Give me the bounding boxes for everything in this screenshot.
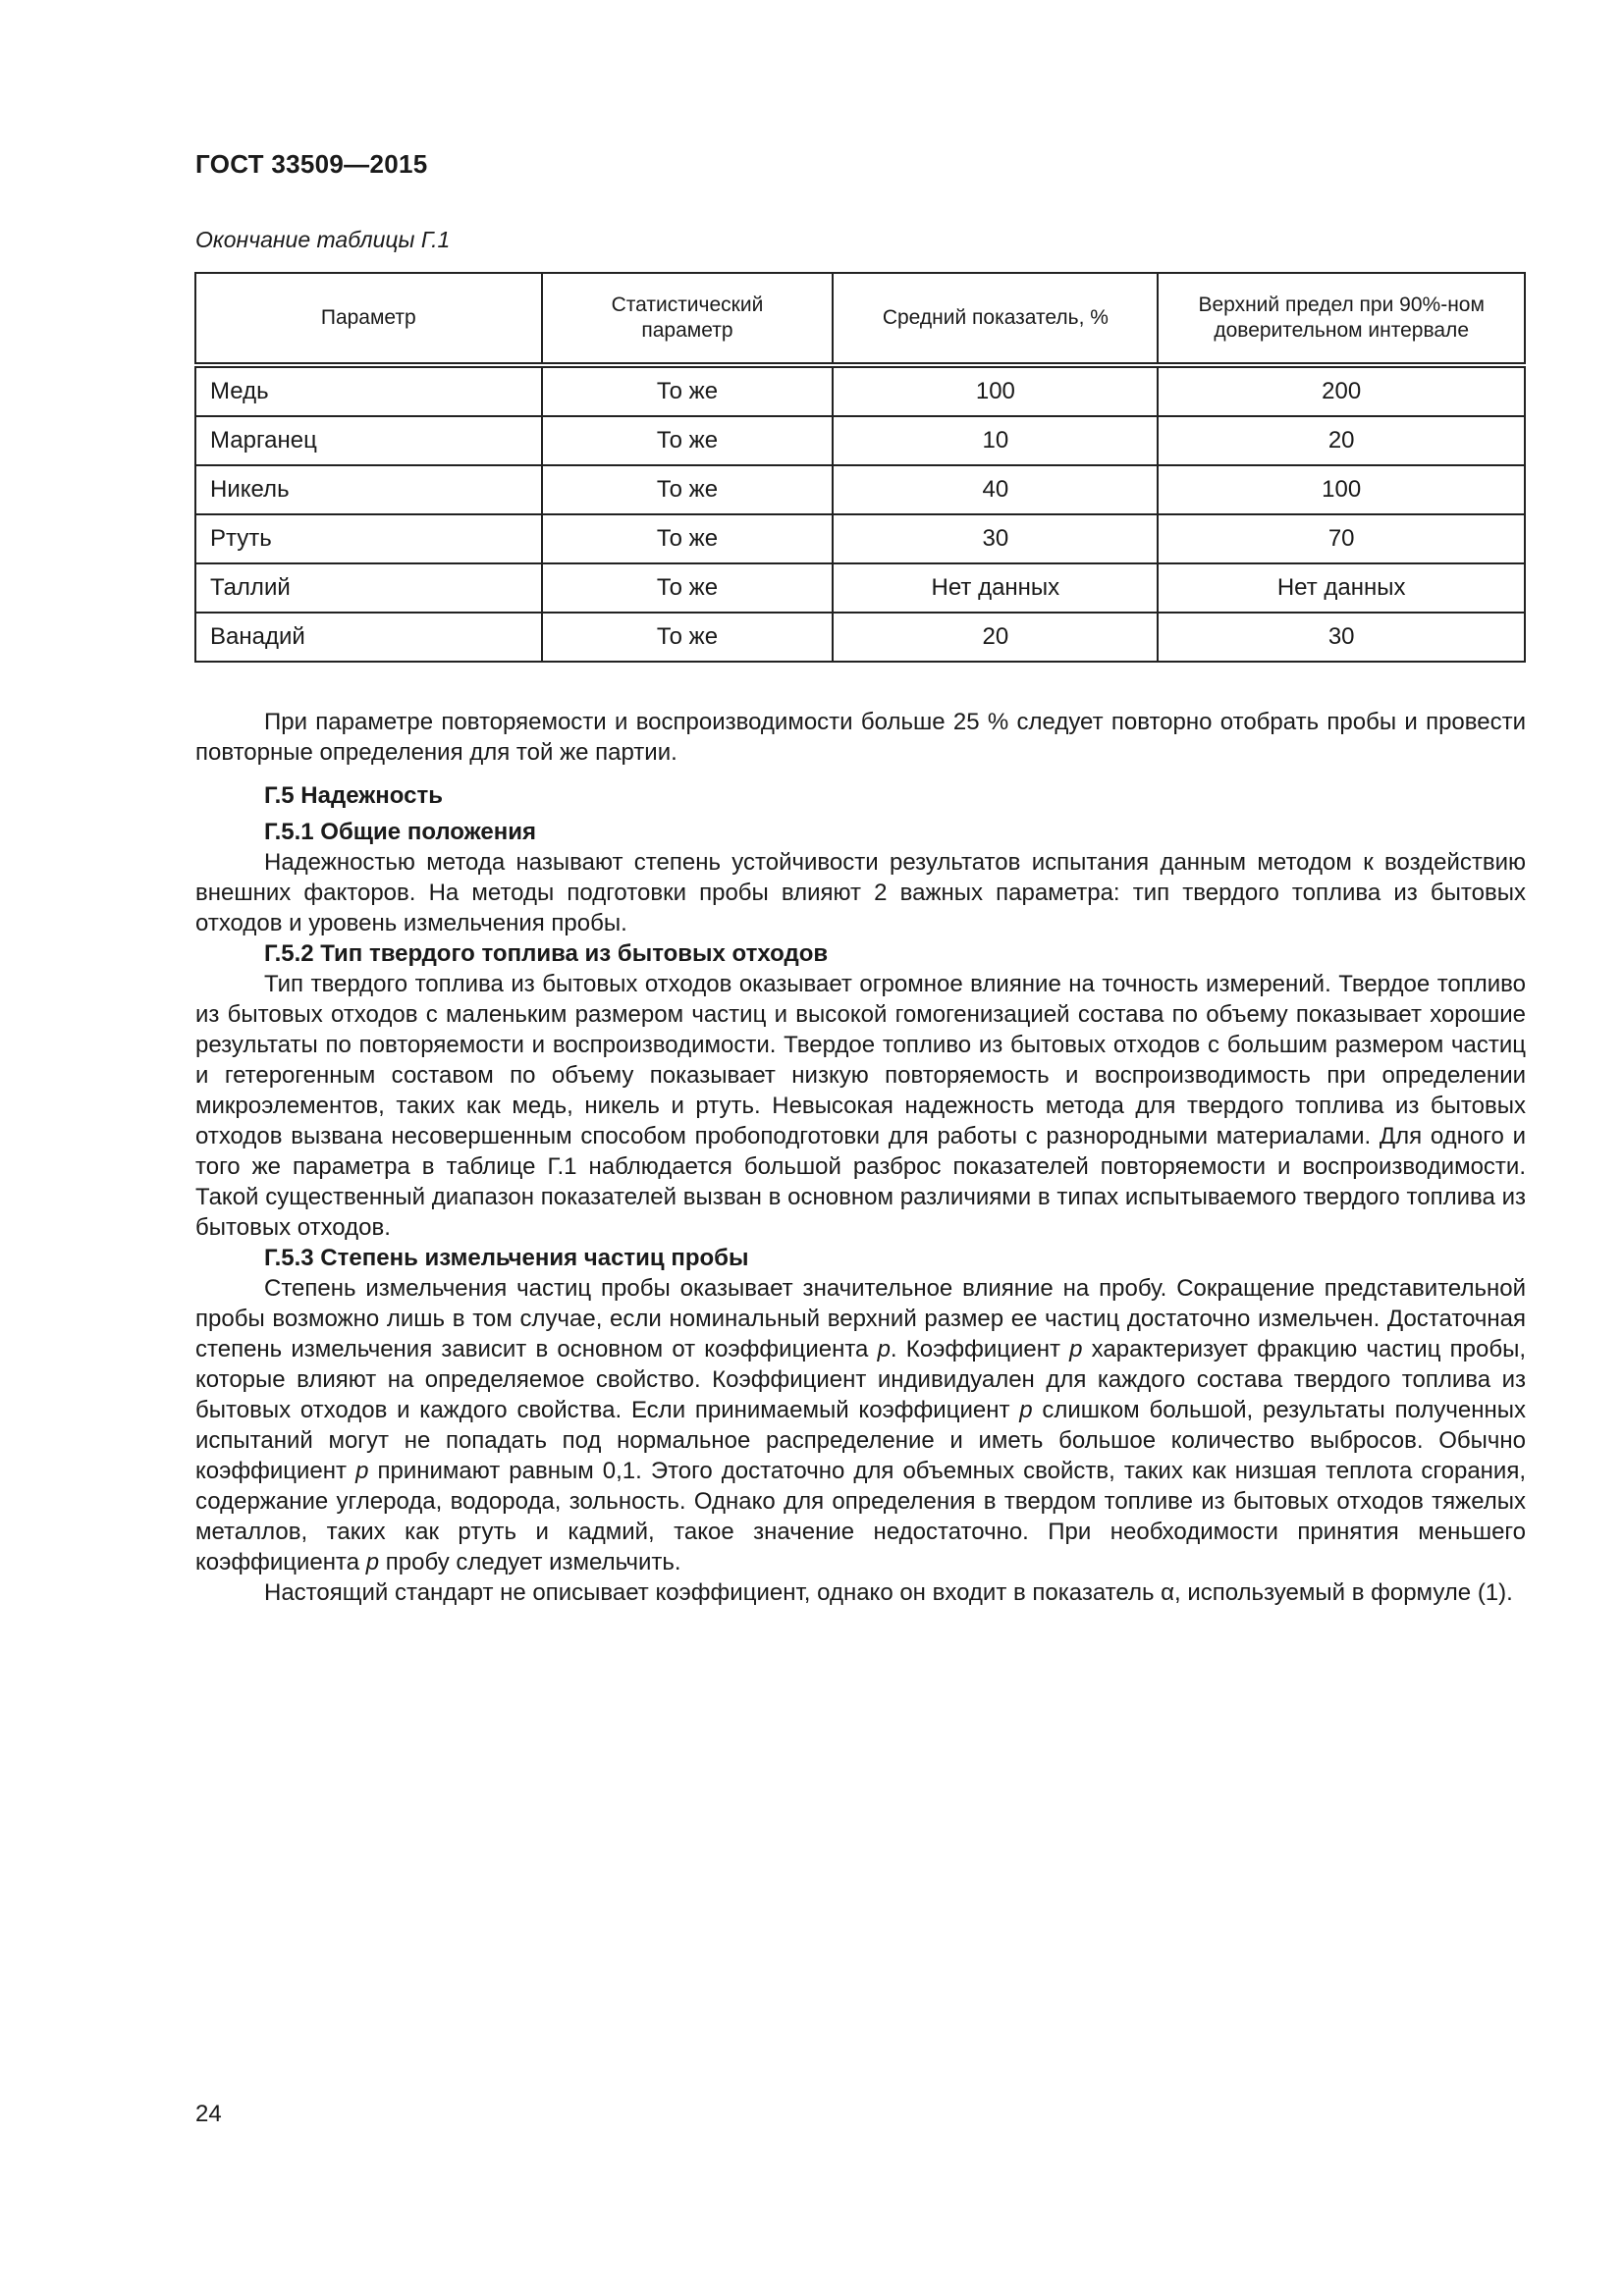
table-row <box>195 514 1525 563</box>
table-cell: 100 <box>1158 465 1525 514</box>
table-cell: Ртуть <box>195 514 542 563</box>
table-cell: 20 <box>833 613 1158 662</box>
table-cell: Нет данных <box>1158 563 1525 613</box>
document-id: ГОСТ 33509—2015 <box>195 149 428 179</box>
table-cell: 100 <box>833 365 1158 416</box>
table-cell: 30 <box>833 514 1158 563</box>
paragraph-g52: Тип твердого топлива из бытовых отходов оказывает огромное влияние на точность измерений. Твердое топливо из бытовых отходов с маленьким размером частиц и высокой гомогенизацией состава по объему показывает хорошие результаты по повторяемости и воспроизводимости. Твердое топливо из бытовых отходов с большим размером частиц и гетерогенным составом по объему показывает низкую повторяемость и воспроизводимость при определении микроэлементов, таких как медь, никель и ртуть. Невысокая надежность метода для твердого топлива из бытовых отходов вызвана несовершенным способом пробоподготовки для работы с разнородными материалами. Для одного и того же параметра в таблице Г.1 наблюдается большой разброс показателей повторяемости и воспроизводимости. Такой существенный диапазон показателей вызван в основном различиями в типах испытываемого твердого топлива из бытовых отходов. <box>195 971 1526 1241</box>
symbol-p: p <box>1069 1336 1083 1362</box>
section-heading-g51: Г.5.1 Общие положения <box>264 819 536 845</box>
table-cell: 20 <box>1158 416 1525 465</box>
symbol-p: p <box>365 1549 380 1575</box>
column-header <box>1158 273 1525 365</box>
table-cell: То же <box>542 465 834 514</box>
page-number: 24 <box>195 2101 222 2127</box>
paragraph-g53-part: характеризует фракцию частиц пробы, которые влияют на определяемое свойство. Коэффициент индивидуален для каждого состава твердого топлива из бытовых отходов и каждого свойства. Если принимаемый коэффициент <box>195 1336 1526 1423</box>
table-row <box>195 365 1525 416</box>
table-cell: 40 <box>833 465 1158 514</box>
symbol-p: p <box>1019 1397 1033 1423</box>
paragraph-g51: Надежностью метода называют степень устойчивости результатов испытания данным методом к воздействию внешних факторов. На методы подготовки пробы влияют 2 важных параметра: тип твердого топлива из бытовых отходов и уровень измельчения пробы. <box>195 849 1526 936</box>
table-cell: Ванадий <box>195 613 542 662</box>
table-cell: 30 <box>1158 613 1525 662</box>
table-cell: 10 <box>833 416 1158 465</box>
paragraph-g53-part: пробу следует измельчить. <box>379 1549 681 1575</box>
table-caption: Окончание таблицы Г.1 <box>195 227 451 252</box>
section-heading-g52: Г.5.2 Тип твердого топлива из бытовых отходов <box>264 940 829 967</box>
paragraph-g53-part: слишком большой, результаты полученных испытаний могут не попадать под нормальное распределение и иметь большое количество выбросов. Обычно коэффициент <box>195 1397 1526 1484</box>
paragraph-g53-part: . Коэффициент <box>890 1336 1070 1362</box>
paragraph-g53 <box>195 1273 1526 1577</box>
table-cell: Таллий <box>195 563 542 613</box>
section-heading-g5: Г.5 Надежность <box>264 782 443 809</box>
column-header: Средний показатель, % <box>833 273 1158 365</box>
table-cell: 200 <box>1158 365 1525 416</box>
table-row <box>195 563 1525 613</box>
column-header: Параметр <box>195 273 542 365</box>
paragraph-g53-part: Степень измельчения частиц пробы оказывает значительное влияние на пробу. Сокращение представительной пробы возможно лишь в том случае, если номинальный верхний размер ее частиц достаточно измельчен. Достаточная степень измельчения зависит в основном от коэффициента <box>195 1275 1526 1362</box>
paragraph-g53-part: принимают равным 0,1. Этого достаточно для объемных свойств, таких как низшая теплота сгорания, содержание углерода, водорода, зольность. Однако для определения в твердом топливе из бытовых отходов тяжелых металлов, таких как ртуть и кадмий, такое значение недостаточно. При необходимости принятия меньшего коэффициента <box>195 1458 1526 1575</box>
table-row <box>195 613 1525 662</box>
data-table <box>194 272 1526 663</box>
table-row <box>195 465 1525 514</box>
table-cell: То же <box>542 416 834 465</box>
table-cell: То же <box>542 514 834 563</box>
paragraph-intro: При параметре повторяемости и воспроизводимости больше 25 % следует повторно отобрать пробы и провести повторные определения для той же партии. <box>195 709 1526 766</box>
table-cell: То же <box>542 563 834 613</box>
table-row <box>195 416 1525 465</box>
table-cell: 70 <box>1158 514 1525 563</box>
column-header <box>542 273 834 365</box>
table-cell: То же <box>542 613 834 662</box>
table-cell: То же <box>542 365 834 416</box>
table-cell: Марганец <box>195 416 542 465</box>
paragraph-final: Настоящий стандарт не описывает коэффициент, однако он входит в показатель α, используемый в формуле (1). <box>264 1579 1513 1606</box>
table-cell: Никель <box>195 465 542 514</box>
section-heading-g53: Г.5.3 Степень измельчения частиц пробы <box>264 1245 749 1271</box>
column-header-text: Верхний предел при 90%-ном доверительном интервале <box>1198 294 1485 342</box>
table-cell: Нет данных <box>833 563 1158 613</box>
symbol-p: p <box>877 1336 891 1362</box>
body-text <box>195 707 1526 1608</box>
table-cell: Медь <box>195 365 542 416</box>
symbol-p: p <box>355 1458 369 1484</box>
table-header-row <box>195 273 1525 365</box>
column-header-text: Статистический параметр <box>611 294 764 342</box>
